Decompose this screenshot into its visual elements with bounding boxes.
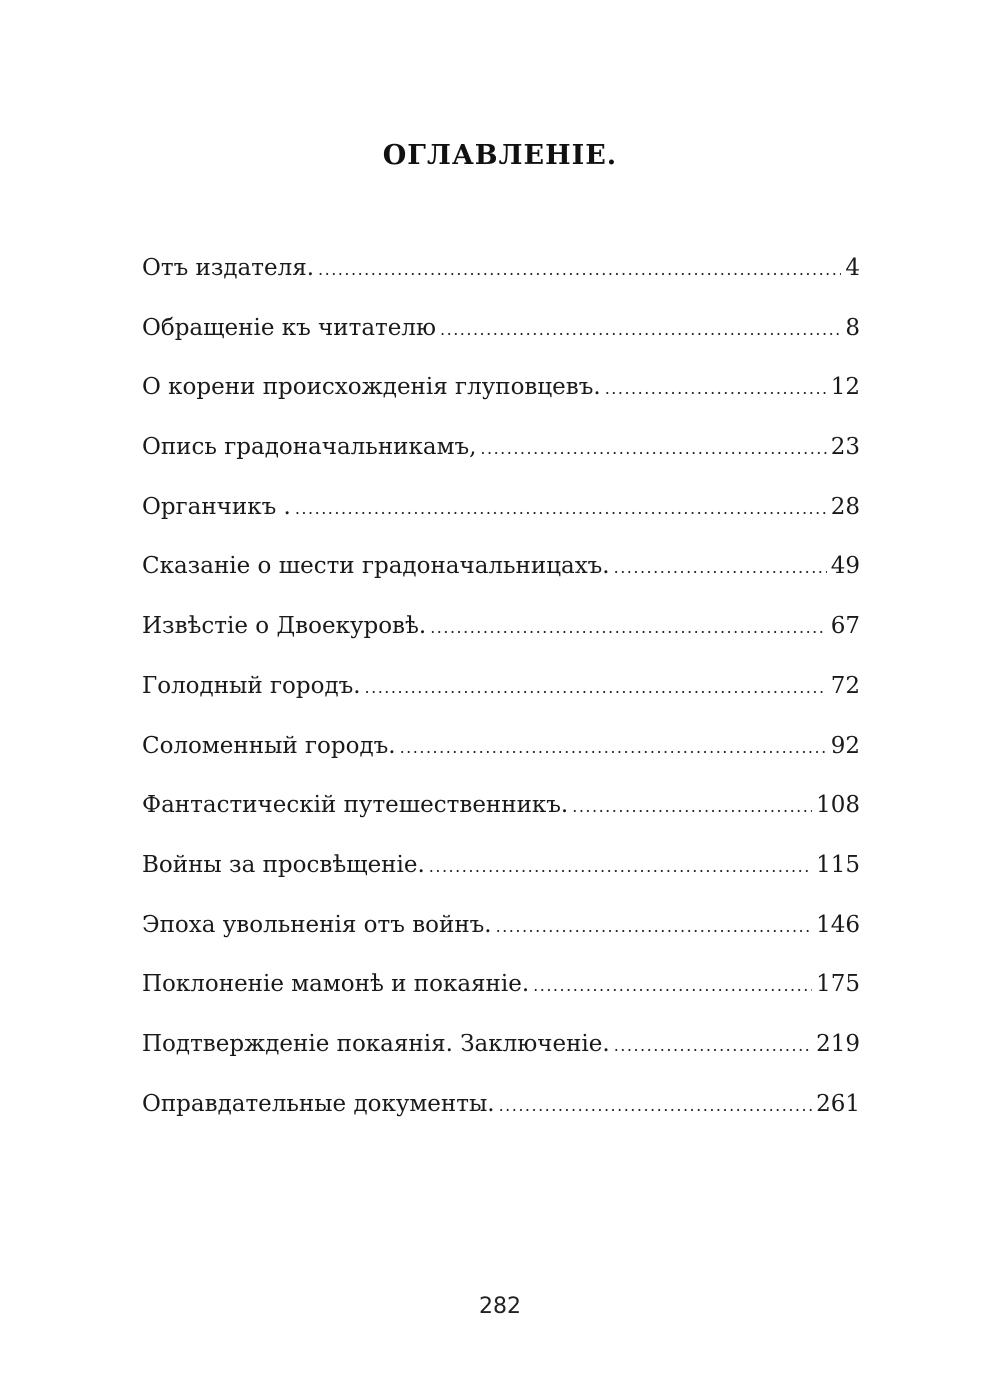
toc-entry-page: 146 — [816, 911, 860, 938]
toc-entry-title: Голодный городъ. — [142, 672, 361, 699]
toc-entry-page: 12 — [830, 374, 860, 401]
toc-entry-page: 67 — [830, 613, 860, 640]
dot-leader — [480, 439, 826, 458]
toc-entry — [142, 733, 860, 793]
toc-entry-title: Фантастическій путешественникъ. — [142, 792, 569, 819]
dot-leader — [318, 260, 841, 279]
toc-entry-page: 72 — [830, 672, 860, 699]
dot-leader — [605, 379, 827, 398]
dot-leader — [533, 976, 812, 995]
toc-entry-page: 92 — [830, 732, 860, 759]
toc-entry — [142, 494, 860, 554]
dot-leader — [365, 678, 827, 697]
page-title: ОГЛАВЛЕНІЕ. — [382, 140, 618, 171]
toc-entry-page: 8 — [845, 314, 860, 341]
toc-entry-title: Соломенный городъ. — [142, 732, 396, 759]
dot-leader — [499, 1096, 813, 1115]
page-number: 282 — [479, 1294, 521, 1319]
toc-entry-title: Обращеніе къ читателю — [142, 314, 437, 341]
toc-entry — [142, 912, 860, 972]
toc-entry-page: 23 — [830, 434, 860, 461]
toc-entry-page: 175 — [816, 971, 860, 998]
toc-entry-title: Отъ издателя. — [142, 255, 315, 281]
toc-entry-page: 4 — [845, 255, 860, 281]
toc-entry-title: Опись градоначальникамъ, — [142, 434, 477, 461]
toc-entry — [142, 553, 860, 613]
toc-entry-title: Поклоненіе мамонѣ и покаяніе. — [142, 971, 530, 998]
toc-entry-title: Оправдательные документы. — [142, 1090, 495, 1117]
toc-entry — [142, 1031, 860, 1091]
toc-entry-title: Органчикъ . — [142, 493, 291, 520]
dot-leader — [400, 738, 827, 757]
table-of-contents — [142, 255, 860, 1150]
toc-entry — [142, 792, 860, 852]
toc-entry-page: 261 — [816, 1090, 860, 1117]
dot-leader — [614, 1036, 812, 1055]
toc-entry-page: 108 — [816, 792, 860, 819]
dot-leader — [430, 618, 827, 637]
toc-entry-title: Эпоха увольненія отъ войнъ. — [142, 911, 492, 938]
dot-leader — [614, 558, 827, 577]
toc-entry-page: 219 — [816, 1030, 860, 1057]
toc-entry-title: Сказаніе о шести градоначальницахъ. — [142, 553, 610, 580]
toc-entry-title: О корени происхожденія глуповцевъ. — [142, 374, 601, 401]
toc-entry — [142, 315, 860, 375]
toc-entry-page: 49 — [830, 553, 860, 580]
toc-entry-page: 115 — [816, 851, 860, 878]
toc-entry — [142, 434, 860, 494]
toc-entry-title: Подтвержденіе покаянія. Заключеніе. — [142, 1030, 610, 1057]
toc-entry — [142, 852, 860, 912]
toc-entry — [142, 971, 860, 1031]
dot-leader — [572, 797, 812, 816]
toc-entry — [142, 673, 860, 733]
toc-entry-page: 28 — [830, 493, 860, 520]
dot-leader — [429, 857, 812, 876]
toc-entry-title: Войны за просвѣщеніе. — [142, 851, 425, 878]
toc-entry-title: Извѣстіе о Двоекуровѣ. — [142, 613, 427, 640]
dot-leader — [295, 499, 827, 518]
toc-entry — [142, 255, 860, 315]
toc-entry — [142, 613, 860, 673]
toc-entry — [142, 374, 860, 434]
dot-leader — [440, 320, 841, 339]
dot-leader — [496, 917, 813, 936]
toc-entry — [142, 1091, 860, 1151]
